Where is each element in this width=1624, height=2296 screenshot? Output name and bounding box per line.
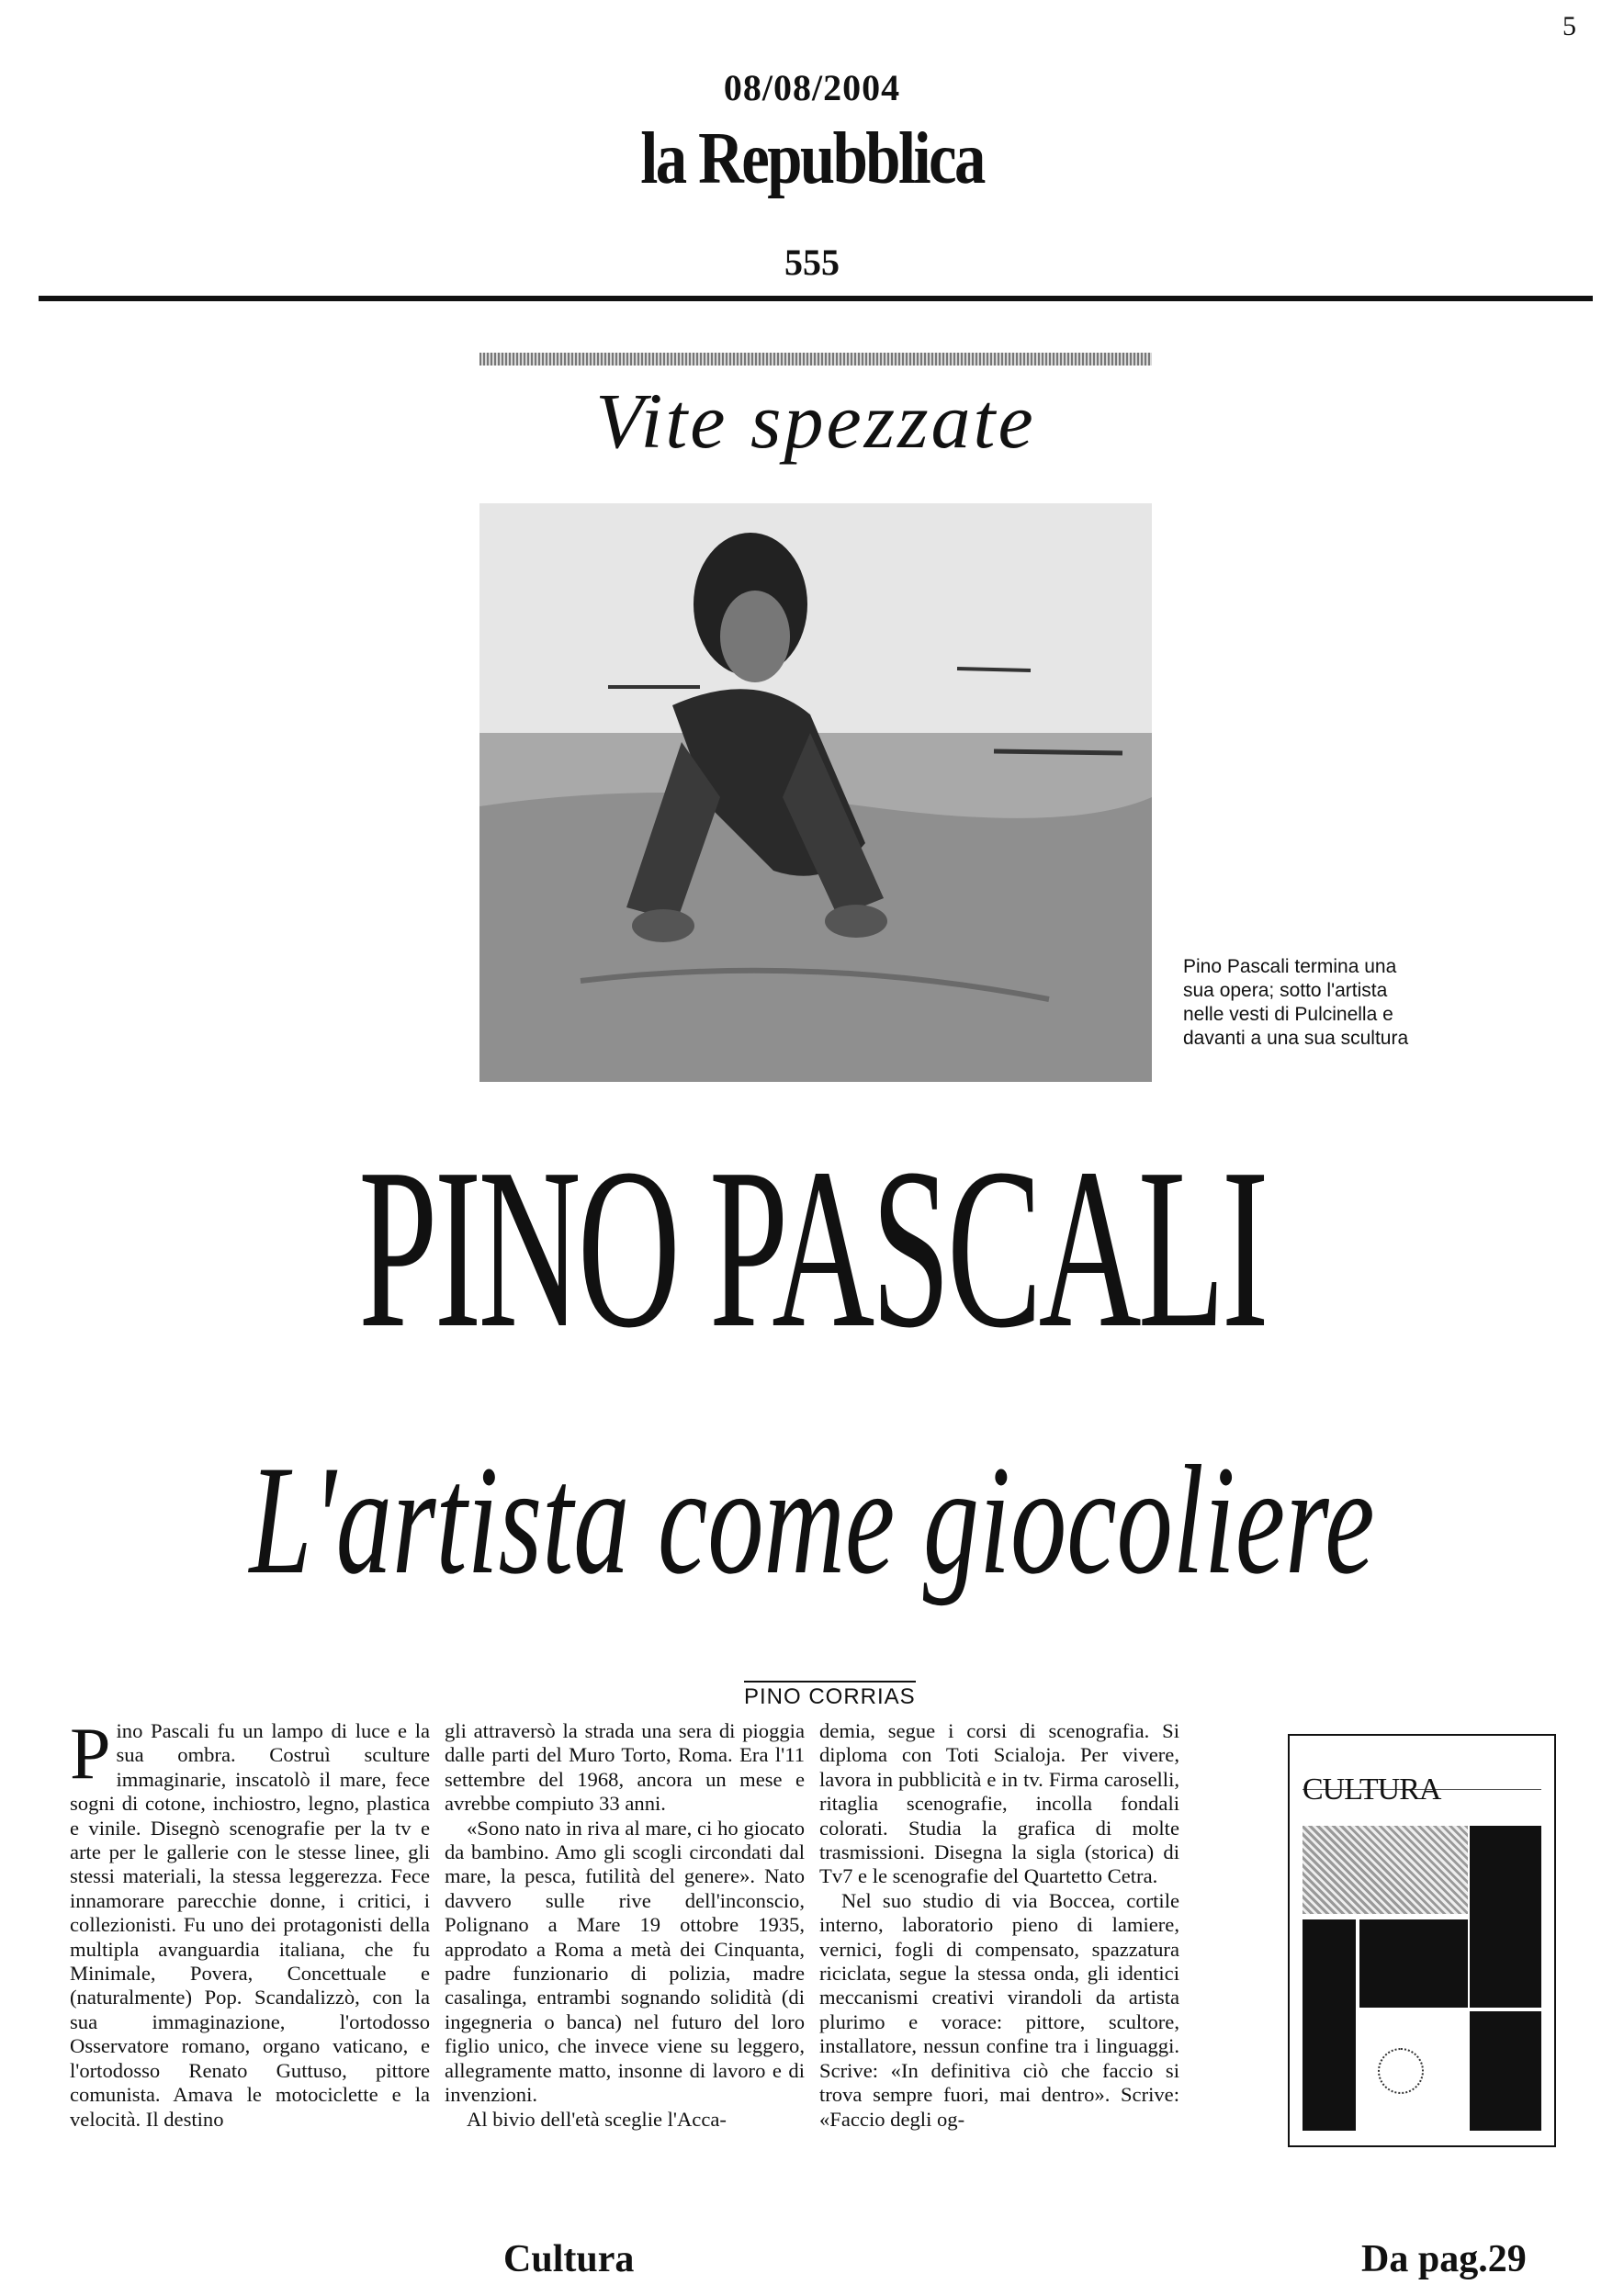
thumbnail-redacted-block (1359, 1919, 1468, 2008)
masthead-logo: la Repubblica (640, 118, 984, 199)
article-paragraph: «Sono nato in riva al mare, ci ho giocato da bambino. Amo gli scogli circondati dal mare, la pesca, futilità del genere». Nato davvero sulle rive dell'inconscio, Polignano a Mare 19 ottobre 1935, approdato a Roma a metà dei Cinquanta, padre funzionario di polizia, madre casalinga, entrambi sognando solidità (di ingegneria o banca) nel futuro del loro figlio unico, che invece viene su leggero, allegramente matto, insonne di lavoro e di invenzioni. (445, 1816, 805, 2107)
section-title: Vite spezzate (595, 377, 1036, 465)
thumbnail-title: CULTURA (1303, 1773, 1441, 1806)
article-subheadline: L'artista come giocoliere (249, 1434, 1375, 1606)
article-paragraph: Nel suo studio di via Boccea, cortile interno, laboratorio pieno di lamiere, vernici, fogli di compensato, spazzatura riciclata, segue la stessa onda, gli identici meccanismi creativi virandoli da artista plurimo e vorace: pittore, scultore, installatore, nessun confine tra i linguaggi. Scrive: «In definitiva ciò che faccio si trova sempre fuori, mai dentro». Scrive: «Faccio degli og- (819, 1888, 1179, 2131)
footer-section-name: Cultura (503, 2238, 635, 2280)
article-column-3 (819, 1719, 1179, 2132)
thumbnail-image (1303, 1826, 1468, 1914)
thumbnail-redacted-block (1470, 1826, 1541, 2008)
paragraph-text: ino Pascali fu un lampo di luce e la sua ombra. Costruì sculture immaginarie, inscatolò il mare, fece sogni di cotone, inchiostro, legno, plastica e vinile. Disegnò scenografie per la tv e arte per le gallerie con le stesse linee, gli stessi materiali, la stessa leggerezza. Fece innamorare parecchie donne, i critici, i collezionisti. Fu uno dei protagonisti della multipla avanguardia italiana, che fu Minimale, Povera, Concettuale e (naturalmente) Pop. Scandalizzò, con la sua immaginazione, l'ortodosso Osservatore romano, organo vaticano, e l'ortodosso Renato Guttuso, pittore comunista. Amava le motociclette e la velocità. Il destino (70, 1719, 430, 2131)
article-paragraph: demia, segue i corsi di scenografia. Si diploma con Toti Scialoja. Per vivere, lavora in pubblicità e in tv. Firma caroselli, ritaglia scenografie, incolla fondali colorati. Studia la grafica di molte trasmissioni. Disegna la sigla (storica) di Tv7 e le scenografie del Quartetto Cetra. (819, 1719, 1179, 1888)
thumbnail-redacted-block (1470, 2011, 1541, 2131)
drop-cap: P (70, 1714, 111, 1795)
article-paragraph: Al bivio dell'età sceglie l'Acca- (467, 2107, 727, 2131)
header-divider (39, 296, 1593, 301)
article-photo (479, 503, 1152, 1082)
artist-photo-illustration (479, 503, 1152, 1082)
photo-caption: Pino Pascali termina una sua opera; sotto l'artista nelle vesti di Pulcinella e davanti a una sua scultura (1183, 956, 1409, 1049)
page-number: 5 (1562, 11, 1576, 41)
thumbnail-redacted-block (1303, 1919, 1356, 2131)
article-column-1 (70, 1714, 430, 2132)
article-headline: PINO PASCALI (358, 1121, 1266, 1376)
article-byline: PINO CORRIAS (744, 1681, 916, 1710)
footer-source-page: Da pag.29 (1361, 2238, 1527, 2280)
clipping-code: 555 (784, 242, 840, 283)
section-title-band (479, 353, 1152, 366)
thumbnail-seal-icon (1378, 2048, 1424, 2094)
article-paragraph: gli attraversò la strada una sera di pioggia dalle parti del Muro Torto, Roma. Era l'11 settembre del 1968, ancora un mese e avrebbe compiuto 33 anni. (445, 1719, 805, 1816)
publication-date: 08/08/2004 (723, 67, 901, 108)
article-column-2 (445, 1719, 805, 2132)
section-cover-thumbnail (1288, 1734, 1556, 2147)
article-paragraph (70, 1714, 430, 2132)
